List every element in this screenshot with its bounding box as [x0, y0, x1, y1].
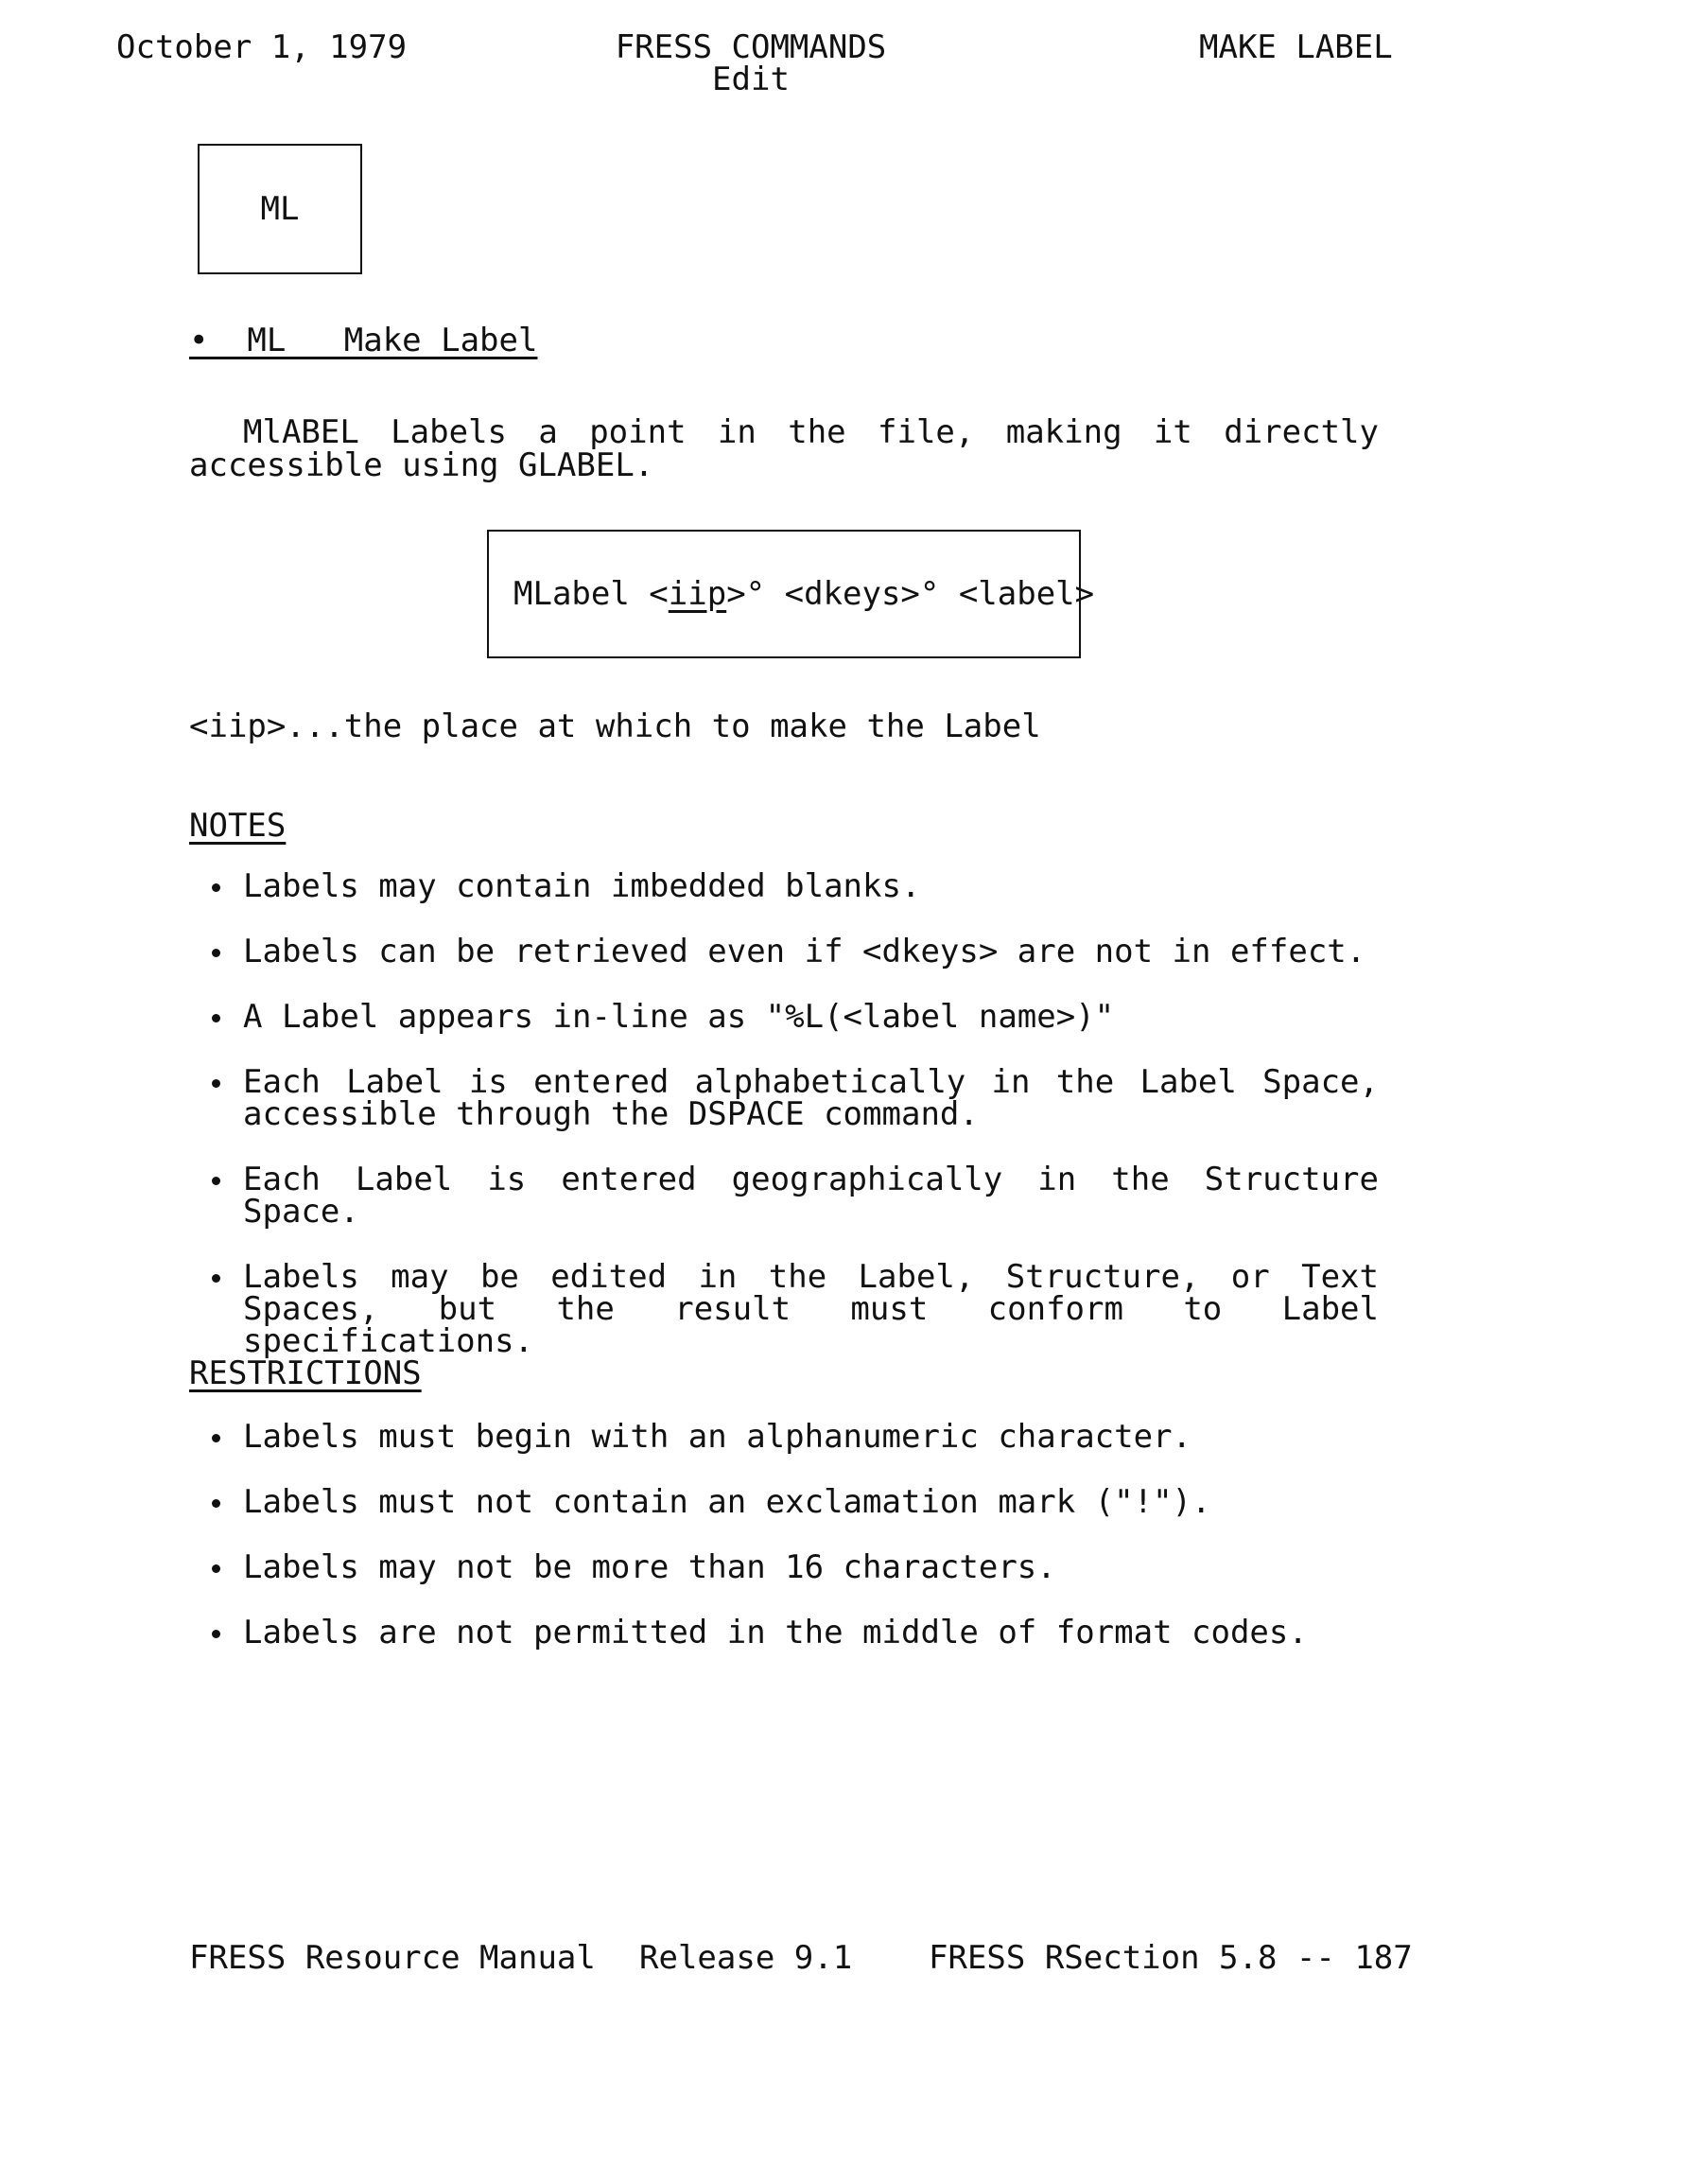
list-item [189, 1161, 1379, 1231]
list-item-text: A Label appears in-line as "%L(<label name>)" [243, 998, 1115, 1036]
bullet-icon [212, 949, 220, 957]
list-item [189, 1616, 1379, 1649]
bullet-icon [212, 883, 220, 892]
bullet-icon [212, 1564, 220, 1573]
syntax-prefix: MLabel < [513, 575, 669, 613]
header-subtitle: Edit [712, 61, 790, 98]
list-item-text: Labels must begin with an alphanumeric character. [243, 1418, 1192, 1456]
command-heading: • ML Make Label [189, 322, 538, 359]
list-item-text: Labels may not be more than 16 characters. [243, 1548, 1056, 1586]
footer-section: FRESS RSection 5.8 -- 187 [929, 1939, 1413, 1977]
list-item [189, 1063, 1379, 1133]
restrictions-list [189, 1418, 1379, 1682]
bullet-icon [212, 1434, 220, 1442]
syntax-box [487, 530, 1095, 658]
notes-list [189, 867, 1379, 1390]
list-item-text: Labels may be edited in the Label, Structure, or Text Spaces, but the result must conform to Label specifications. [243, 1258, 1379, 1360]
list-item-text: Labels are not permitted in the middle of format codes. [243, 1614, 1308, 1651]
bullet-icon [212, 1499, 220, 1508]
bullet-icon [212, 1630, 220, 1638]
syntax-iip: iip [668, 575, 727, 613]
list-item [189, 1258, 1379, 1360]
list-item-text: Labels must not contain an exclamation mark ("!"). [243, 1483, 1211, 1521]
bullet-icon [212, 1079, 220, 1088]
notes-title: NOTES [189, 807, 287, 845]
list-item [189, 1483, 1379, 1521]
list-item-text: Each Label is entered geographically in the Structure Space. [243, 1161, 1379, 1231]
header-section-name: MAKE LABEL [1199, 28, 1393, 66]
bullet-icon [212, 1014, 220, 1022]
list-item [189, 935, 1379, 968]
list-item-text: Labels may contain imbedded blanks. [243, 867, 921, 905]
header-date: October 1, 1979 [116, 28, 408, 66]
syntax-suffix: >° <dkeys>° <label> [726, 575, 1095, 613]
header-title: FRESS COMMANDS [615, 28, 887, 66]
command-description: MlABEL Labels a point in the file, making it directly accessible using GLABEL. [189, 413, 1379, 484]
list-item-text: Each Label is entered alphabetically in the Label Space, accessible through the DSPACE command. [243, 1063, 1379, 1133]
bullet-icon [212, 1177, 220, 1185]
restrictions-title: RESTRICTIONS [189, 1354, 422, 1392]
list-item [189, 1548, 1379, 1586]
list-item [189, 867, 1379, 905]
bullet-icon [212, 1274, 220, 1283]
footer-release: Release 9.1 [639, 1939, 853, 1977]
command-abbreviation-box [198, 144, 362, 274]
list-item [189, 998, 1379, 1036]
command-abbreviation: ML [260, 190, 300, 228]
list-item-text: Labels can be retrieved even if <dkeys> are not in effect. [243, 933, 1366, 970]
list-item [189, 1418, 1379, 1456]
footer-manual: FRESS Resource Manual [189, 1939, 596, 1977]
parameter-description: <iip>...the place at which to make the Label [189, 708, 1041, 745]
